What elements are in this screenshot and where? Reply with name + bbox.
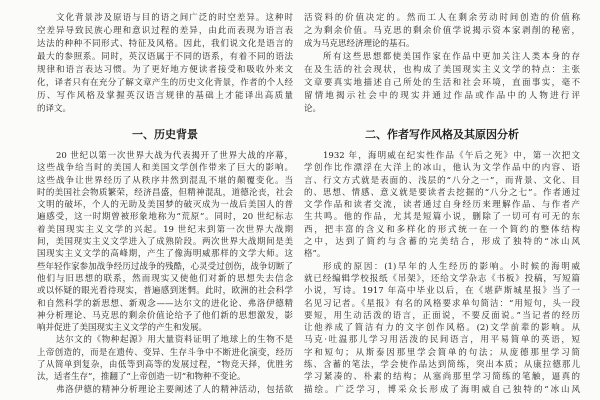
text-line: 马克·吐温那儿学习用活泼的民间语言，用平易简单的英语，短 xyxy=(304,335,580,346)
intro-block xyxy=(304,12,580,116)
text-line: 他们与旧思想的联系，然而现实又使他们对新的思想失去信念 xyxy=(37,273,293,284)
text-line: 这些战争让世界经历了从秩序井然到混乱不堪的颠覆变化。当 xyxy=(37,175,293,186)
text-line: 规律和语言表达习惯。为了更好地方便读者接受和吸收外来文 xyxy=(37,65,293,75)
text-line: 1932 年，海明威在纪实性作品《午后之死》中，第一次把文 xyxy=(323,151,580,161)
text-line: 些年轻作家参加战争经历过战争的残酷，心灵受过创伤，战争切断了 xyxy=(37,261,293,272)
text-line: 国现实主义文学的高峰期，产生了像海明威那样的文学大师。这 xyxy=(37,249,293,260)
text-line: 了从简单到复杂，由低等到高等的发展过程，“物竞天择，优胜劣 xyxy=(37,360,293,371)
paragraph xyxy=(304,12,580,51)
paragraph xyxy=(37,384,293,396)
text-line: 响并促进了美国现实主义文学的产生和发展。 xyxy=(37,323,208,334)
text-line: 达尔文的《物种起源》用大量资料证明了地球上的生物不是 xyxy=(56,335,293,346)
text-line: 化，译者只有在充分了解文章产生的历史文化背景，作者的个人经 xyxy=(37,78,293,88)
text-line: 弗洛伊德的精神分析理论主要阐述了人的精神活动，包括欲 xyxy=(56,384,293,395)
text-line: 间，美国现实主义文学进入了成熟阶段。两次世界大战期间是美 xyxy=(37,237,293,248)
text-line: 文明的破坏，个人的无助及美国梦的破灭成为一战后美国人的普 xyxy=(37,200,293,211)
text-line: 最大的参照系。同时，英汉语属于不同的语系，有着不同的语法 xyxy=(37,52,293,62)
text-line: 上帝创造的，而是在遗传、变异、生存斗争中不断进化演变，经历 xyxy=(37,347,293,358)
text-line: 或以怀疑的眼光看待现实，普遍感到迷惘。此时，欧洲的社会科学 xyxy=(37,286,293,297)
text-line: 活资料的价值决定的。然而工人在剩余劳动时间创造的价值称 xyxy=(304,13,580,23)
right-column xyxy=(304,0,580,400)
section-heading: 二、作者写作风格及其原因分析 xyxy=(365,128,519,141)
text-line: 练、含蓄的笔法，学会使作品达到简练，突出本质；从康拉德那儿 xyxy=(304,360,580,371)
paragraph xyxy=(304,51,580,116)
text-line: 描绘。广泛学习，博采众长形成了海明威自己独特的“冰山风 xyxy=(304,384,580,395)
text-line: 名见习记者。《星报》有名的风格要求单句简洁：“用短句，头一段 xyxy=(304,298,580,309)
left-column xyxy=(37,0,293,400)
text-line: 之中，达到了简约与含蓄的完美结合，形成了独特的“冰山风 xyxy=(304,237,580,248)
text-line: 之为剩余价值。马克思的剩余价值学说揭示资本家剥削的秘密， xyxy=(304,26,580,36)
text-line: 着美国现实主义文学的兴起。19 世纪末到第一次世界大战期 xyxy=(37,224,293,235)
text-line: 在及生活的社会现状，也构成了美国现实主义文学的特点：主张 xyxy=(304,65,580,75)
text-line: 的、思想、情感、意义就是要读者去挖掘的“八分之七”。作者通过 xyxy=(304,187,580,198)
text-line: 遍感受，这一时期曾被形象地称为“荒原”。同时，20 世纪标志 xyxy=(37,212,293,223)
text-line: 所有这些思想都使美国作家在作品中更加关注人类本身的存 xyxy=(323,52,580,62)
text-line: 形成的原因：(1)早年的人生经历的影响。小时候的海明威 xyxy=(323,261,580,272)
text-line: 20 世纪以第一次世界大战为代表揭开了世界大战的序幕， xyxy=(56,151,293,161)
text-line: 历、写作风格及掌握英汉语言规律的基础上才能译出高质量 xyxy=(37,91,293,101)
text-line: 字和短句；从斯泰因那里学会简单的句法；从庞德那里学习简 xyxy=(304,347,580,358)
text-line: 空差异导致民族心理和意识过程的差异，由此而表现为语言表 xyxy=(37,26,293,36)
text-line: 让他养成了简洁有力的文字创作风格。(2)文学前辈的影响。从 xyxy=(304,323,580,334)
text-line: 西，把丰富的含义和多样化的形式统一在一个简约的整体结构 xyxy=(304,224,580,235)
text-line: 学习紧凑的、朴素的结构；从塞尚那里学习简练的笔触，逼真的 xyxy=(304,372,580,383)
section-heading: 一、历史背景 xyxy=(132,128,198,141)
text-line: 生共鸣。他的作品，尤其是短篇小说，删除了一切可有可无的东 xyxy=(304,212,580,223)
text-line: 的译文。 xyxy=(37,104,72,114)
text-line: 格”。 xyxy=(304,249,326,260)
text-line: 文章要真实地描述自己所处的生活和社会环境，直面事实，毫不 xyxy=(304,78,580,88)
text-line: 这些战争给当时的美国人和美国文学创作带来了巨大的影响。 xyxy=(37,163,293,174)
text-line: 和自然科学的新思想、新观念——达尔文的进化论、弗洛伊德精 xyxy=(37,298,293,309)
text-line: 就已经编辑学校报纸《吊架》，还给文学杂志《书板》投稿，写短篇 xyxy=(304,273,580,284)
text-line: 成为马克思经济理论的基石。 xyxy=(304,39,415,49)
text-line: 时的美国社会物质繁荣，经济昌盛，但精神混乱，道德沦丧，社会 xyxy=(37,187,293,198)
text-line: 论。 xyxy=(304,104,322,114)
paragraph xyxy=(37,150,293,334)
paragraph xyxy=(304,150,580,261)
section-body xyxy=(37,150,293,396)
paragraph xyxy=(304,261,580,396)
text-line: 文学作品和读者交流，读者通过自身经历来理解作品、与作者产 xyxy=(304,200,580,211)
paragraph xyxy=(37,12,293,116)
text-line: 言、行文方式就是表面的、浅层的“八分之一”，而背景、文化、目 xyxy=(304,175,580,186)
text-line: 汰，适者生存”，推翻了“上帝创造一切”和物种不变论。 xyxy=(37,372,246,383)
text-line: 留情地揭示社会中的现实并通过作品或作品中的人物进行评 xyxy=(304,91,580,101)
text-line: 达法的种种不同形式、特征及风格。因此，我们说文化是语言的 xyxy=(37,39,293,49)
paragraph xyxy=(37,334,293,383)
text-line: 小说，写诗。1917 年高中毕业以后，在《堪萨斯城星报》当了一 xyxy=(304,286,580,297)
text-line: 文化背景涉及原语与目的语之间广泛的时空差异。这种时 xyxy=(56,13,293,23)
text-line: 学创作比作漂浮在大洋上的冰山，他认为文学作品中的内容、语 xyxy=(304,163,580,174)
text-line: 神分析理论、马克思的剩余价值论给予了他们新的思想激发，影 xyxy=(37,310,293,321)
section-body xyxy=(304,150,580,396)
text-line: 要短，用生动活泼的语言，正面说，不要反面说。”当记者的经历 xyxy=(304,310,580,321)
